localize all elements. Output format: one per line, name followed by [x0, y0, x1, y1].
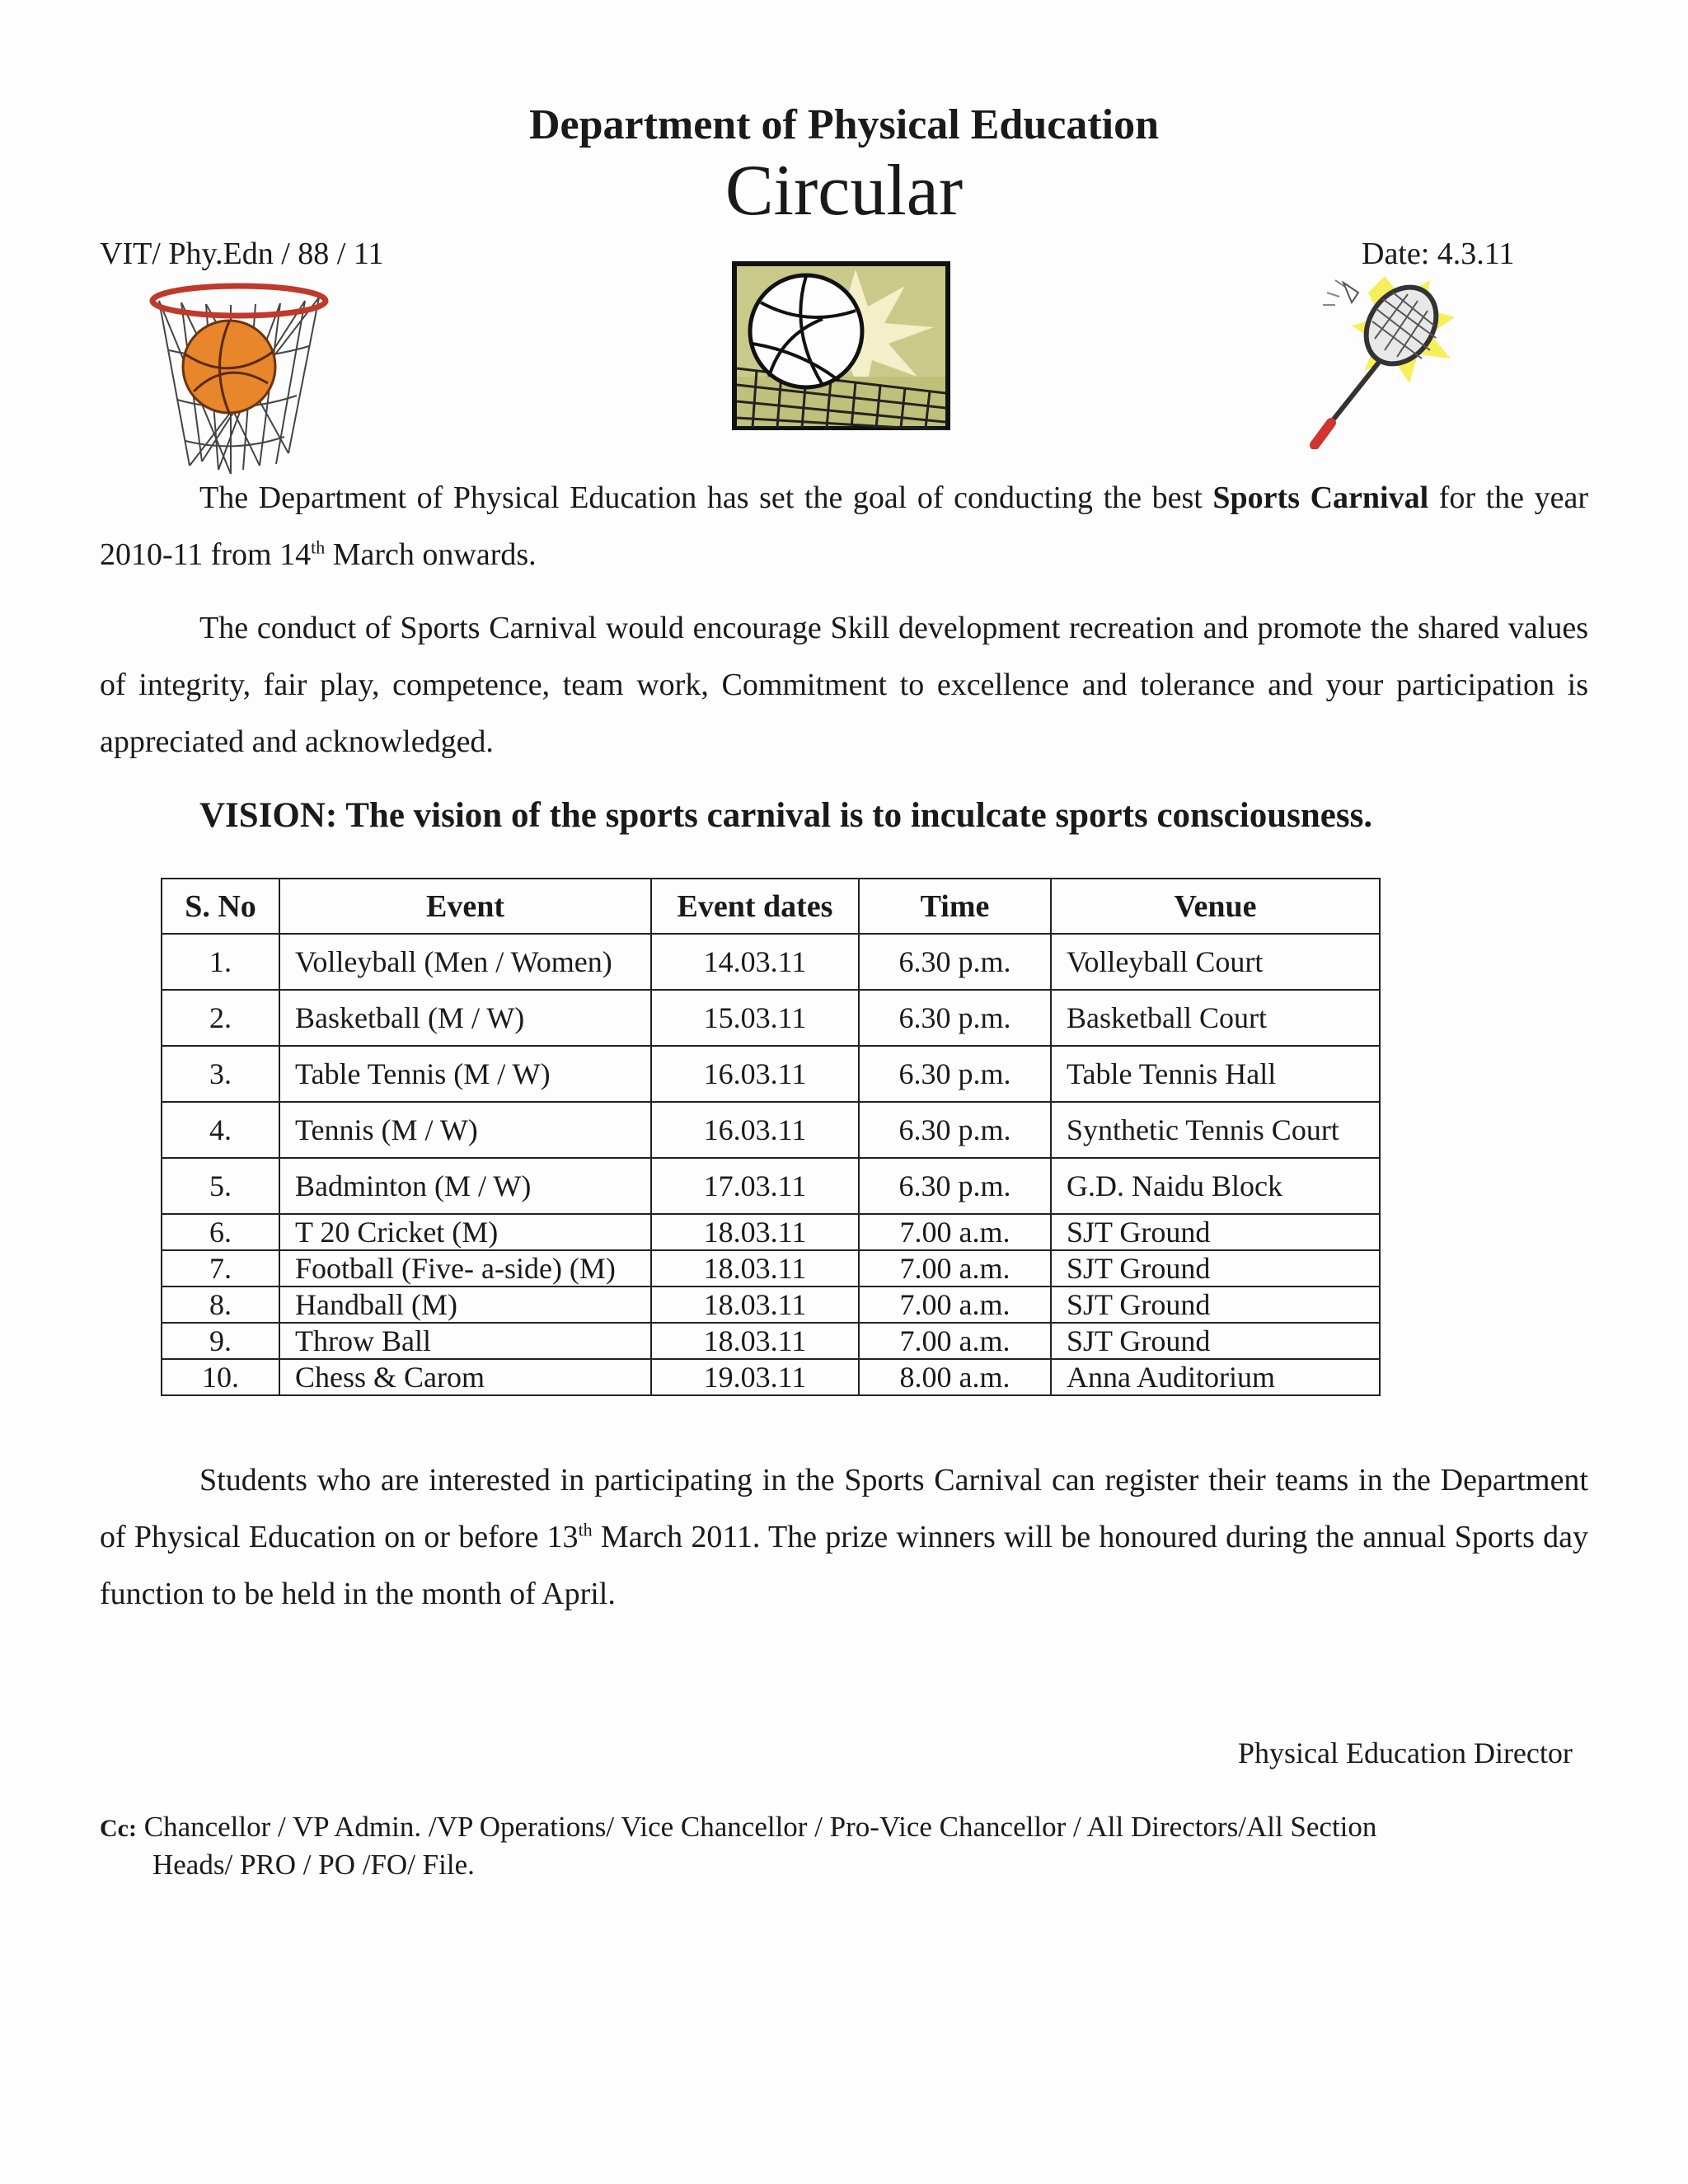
registration-text: Students who are interested in participating in the Sports Carnival can register their teams in the Department of Physical Education on or before 13: [100, 1463, 1588, 1554]
cell-time: 7.00 a.m.: [859, 1323, 1051, 1359]
cell-sno: 4.: [162, 1102, 279, 1158]
badminton-racket-icon: [1286, 260, 1459, 449]
cell-sno: 8.: [162, 1286, 279, 1323]
cell-event: Table Tennis (M / W): [279, 1046, 651, 1102]
table-header-row: [162, 879, 1380, 934]
cell-time: 6.30 p.m.: [859, 1102, 1051, 1158]
intro-text-mid: for the year 2010-11 from 14: [100, 480, 1589, 572]
circular-title: Circular: [724, 151, 964, 231]
purpose-text: The conduct of Sports Carnival would encourage Skill development recreation and promote the shared values of integrity, fair play, competence, team work, Commitment to excellence and tolerance and your participation is appreciated and acknowledged.: [100, 611, 1588, 759]
cell-sno: 2.: [162, 990, 279, 1046]
cell-sno: 7.: [162, 1250, 279, 1286]
header-venue: Venue: [1051, 879, 1380, 934]
cell-sno: 5.: [162, 1158, 279, 1214]
cell-time: 7.00 a.m.: [859, 1286, 1051, 1323]
date-suffix: th: [311, 537, 326, 558]
table-row: [162, 934, 1380, 990]
cell-date: 18.03.11: [651, 1214, 859, 1250]
table-row: [162, 990, 1380, 1046]
cell-venue: SJT Ground: [1051, 1250, 1380, 1286]
cc-list: [100, 1809, 1600, 1883]
table-row: [162, 1214, 1380, 1250]
circular-date: Date: 4.3.11: [1362, 237, 1515, 271]
header-event-dates: Event dates: [651, 879, 859, 934]
basketball-hoop-icon: [144, 276, 334, 478]
cell-sno: 3.: [162, 1046, 279, 1102]
events-table: [161, 878, 1381, 1396]
cell-event: Tennis (M / W): [279, 1102, 651, 1158]
cell-sno: 10.: [162, 1359, 279, 1395]
cell-date: 15.03.11: [651, 990, 859, 1046]
cell-time: 6.30 p.m.: [859, 1046, 1051, 1102]
header-time: Time: [859, 879, 1051, 934]
table-row: [162, 1158, 1380, 1214]
cell-date: 17.03.11: [651, 1158, 859, 1214]
cell-venue: SJT Ground: [1051, 1286, 1380, 1323]
cell-date: 14.03.11: [651, 934, 859, 990]
cell-date: 18.03.11: [651, 1250, 859, 1286]
cell-date: 16.03.11: [651, 1046, 859, 1102]
cell-date: 18.03.11: [651, 1286, 859, 1323]
cell-date: 19.03.11: [651, 1359, 859, 1395]
sports-carnival-emphasis: Sports Carnival: [1212, 480, 1429, 515]
cell-event: Chess & Carom: [279, 1359, 651, 1395]
purpose-paragraph: [100, 600, 1588, 771]
cell-date: 18.03.11: [651, 1323, 859, 1359]
date-suffix: th: [578, 1519, 593, 1540]
signatory: Physical Education Director: [1238, 1736, 1573, 1769]
cell-venue: G.D. Naidu Block: [1051, 1158, 1380, 1214]
cell-time: 6.30 p.m.: [859, 990, 1051, 1046]
cell-sno: 9.: [162, 1323, 279, 1359]
header-event: Event: [279, 879, 651, 934]
table-row: [162, 1046, 1380, 1102]
cell-time: 7.00 a.m.: [859, 1214, 1051, 1250]
cell-time: 6.30 p.m.: [859, 934, 1051, 990]
cell-venue: Volleyball Court: [1051, 934, 1380, 990]
table-row: [162, 1286, 1380, 1323]
vision-statement: VISION: The vision of the sports carnival is to inculcate sports consciousness.: [199, 796, 1373, 835]
intro-paragraph: [100, 470, 1588, 583]
cc-line-2: Heads/ PRO / PO /FO/ File.: [152, 1849, 475, 1881]
cell-date: 16.03.11: [651, 1102, 859, 1158]
cell-time: 6.30 p.m.: [859, 1158, 1051, 1214]
cell-sno: 6.: [162, 1214, 279, 1250]
cell-time: 8.00 a.m.: [859, 1359, 1051, 1395]
cell-event: Basketball (M / W): [279, 990, 651, 1046]
cell-event: Throw Ball: [279, 1323, 651, 1359]
cell-sno: 1.: [162, 934, 279, 990]
cc-line-1: Chancellor / VP Admin. /VP Operations/ Vice Chancellor / Pro-Vice Chancellor / All Directors/All Section: [136, 1811, 1377, 1843]
cell-time: 7.00 a.m.: [859, 1250, 1051, 1286]
intro-text: The Department of Physical Education has set the goal of conducting the best: [199, 480, 1213, 515]
cell-venue: SJT Ground: [1051, 1214, 1380, 1250]
registration-paragraph: [100, 1452, 1588, 1623]
cell-event: Badminton (M / W): [279, 1158, 651, 1214]
cell-event: Football (Five- a-side) (M): [279, 1250, 651, 1286]
cell-event: Volleyball (Men / Women): [279, 934, 651, 990]
registration-text-tail: March 2011. The prize winners will be honoured during the annual Sports day function to be held in the month of April.: [100, 1520, 1588, 1611]
header-sno: S. No: [162, 879, 279, 934]
volleyball-net-icon: [732, 261, 950, 430]
cell-event: Handball (M): [279, 1286, 651, 1323]
cell-venue: Anna Auditorium: [1051, 1359, 1380, 1395]
table-row: [162, 1250, 1380, 1286]
cell-venue: Table Tennis Hall: [1051, 1046, 1380, 1102]
table-row: [162, 1102, 1380, 1158]
table-row: [162, 1359, 1380, 1395]
cc-label: Cc:: [100, 1815, 137, 1842]
cell-venue: Basketball Court: [1051, 990, 1380, 1046]
reference-number: VIT/ Phy.Edn / 88 / 11: [100, 237, 384, 271]
cell-venue: Synthetic Tennis Court: [1051, 1102, 1380, 1158]
department-heading: Department of Physical Education: [528, 101, 1160, 148]
cell-event: T 20 Cricket (M): [279, 1214, 651, 1250]
table-row: [162, 1323, 1380, 1359]
intro-text-tail: March onwards.: [325, 537, 537, 572]
cell-venue: SJT Ground: [1051, 1323, 1380, 1359]
